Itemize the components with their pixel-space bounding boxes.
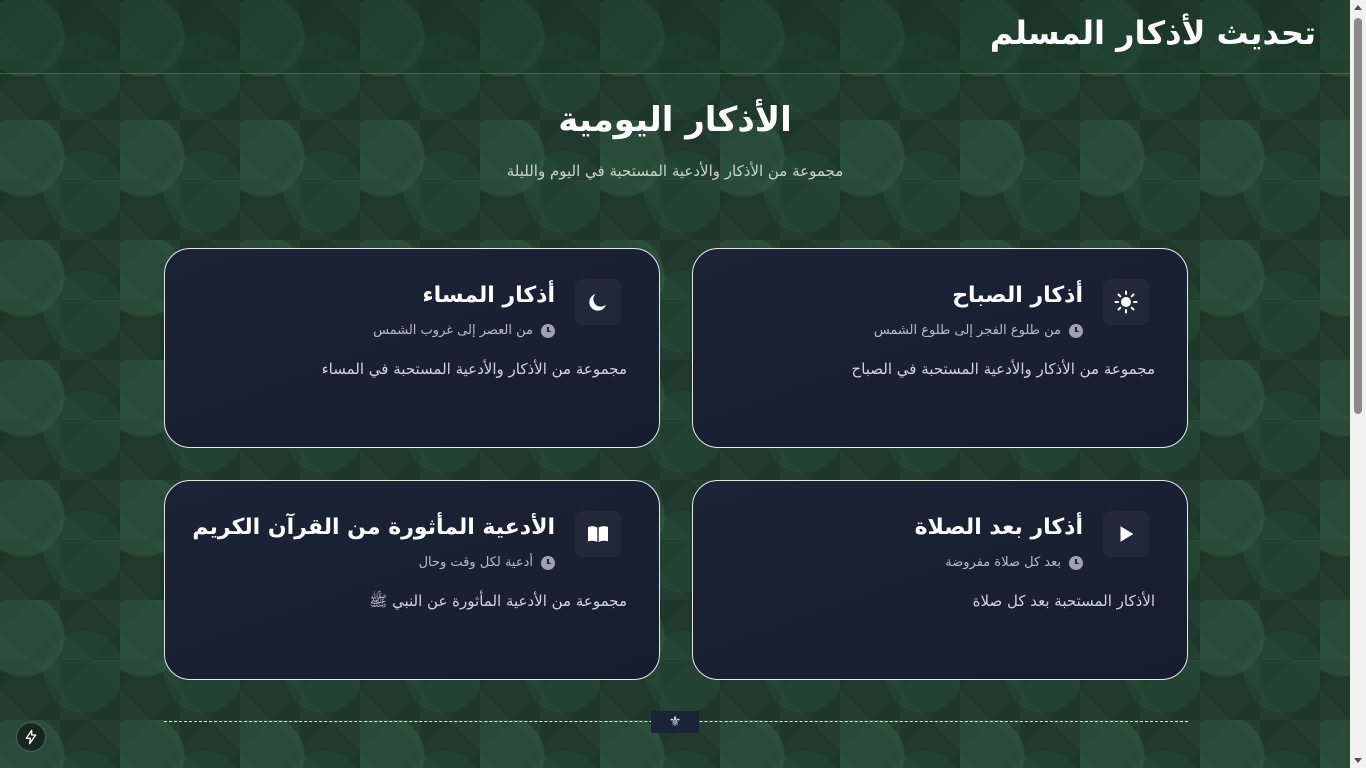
scrollbar-thumb[interactable] <box>1354 18 1362 414</box>
card-after-prayer-adhkar[interactable] <box>692 480 1188 680</box>
card-time-label: من طلوع الفجر إلى طلوع الشمس <box>873 323 1061 338</box>
sun-icon <box>1103 279 1149 325</box>
card-title: أذكار المساء <box>422 283 555 308</box>
clock-icon <box>541 324 555 338</box>
site-title[interactable]: تحديث لأذكار المسلم <box>989 14 1316 52</box>
scroll-down-arrow-icon[interactable] <box>1354 758 1362 763</box>
page-subtitle: مجموعة من الأذكار والأدعية المستحبة في اليوم والليلة <box>506 162 844 180</box>
book-icon <box>575 511 621 557</box>
card-description: مجموعة من الأدعية المأثورة عن النبي ﷺ <box>369 592 627 610</box>
moon-icon <box>575 279 621 325</box>
card-time <box>945 555 1083 570</box>
card-morning-adhkar[interactable] <box>692 248 1188 448</box>
card-time <box>419 555 555 570</box>
card-time <box>874 323 1083 338</box>
card-time <box>373 323 555 338</box>
fleur-ornament-icon: ⚜ <box>651 711 699 733</box>
play-icon <box>1103 511 1149 557</box>
lightning-icon <box>23 729 39 745</box>
card-time-label: من العصر إلى غروب الشمس <box>373 323 533 338</box>
card-title: أذكار الصباح <box>952 283 1083 308</box>
card-time-label: بعد كل صلاة مفروضة <box>945 555 1061 570</box>
page-title: الأذكار اليومية <box>558 100 792 140</box>
card-title: الأدعية المأثورة من القرآن الكريم <box>192 515 555 540</box>
top-header <box>0 0 1350 74</box>
vertical-scrollbar[interactable] <box>1350 0 1366 768</box>
card-description: الأذكار المستحبة بعد كل صلاة <box>972 592 1155 610</box>
card-quran-duas[interactable] <box>164 480 660 680</box>
card-description: مجموعة من الأذكار والأدعية المستحبة في الصباح <box>851 360 1155 378</box>
clock-icon <box>1069 324 1083 338</box>
card-title: أذكار بعد الصلاة <box>914 515 1083 540</box>
clock-icon <box>541 556 555 570</box>
quick-action-button[interactable] <box>16 722 46 752</box>
card-description: مجموعة من الأذكار والأدعية المستحبة في المساء <box>321 360 627 378</box>
clock-icon <box>1069 556 1083 570</box>
scroll-up-arrow-icon[interactable] <box>1354 5 1362 10</box>
card-time-label: أدعية لكل وقت وحال <box>418 555 533 570</box>
card-evening-adhkar[interactable] <box>164 248 660 448</box>
